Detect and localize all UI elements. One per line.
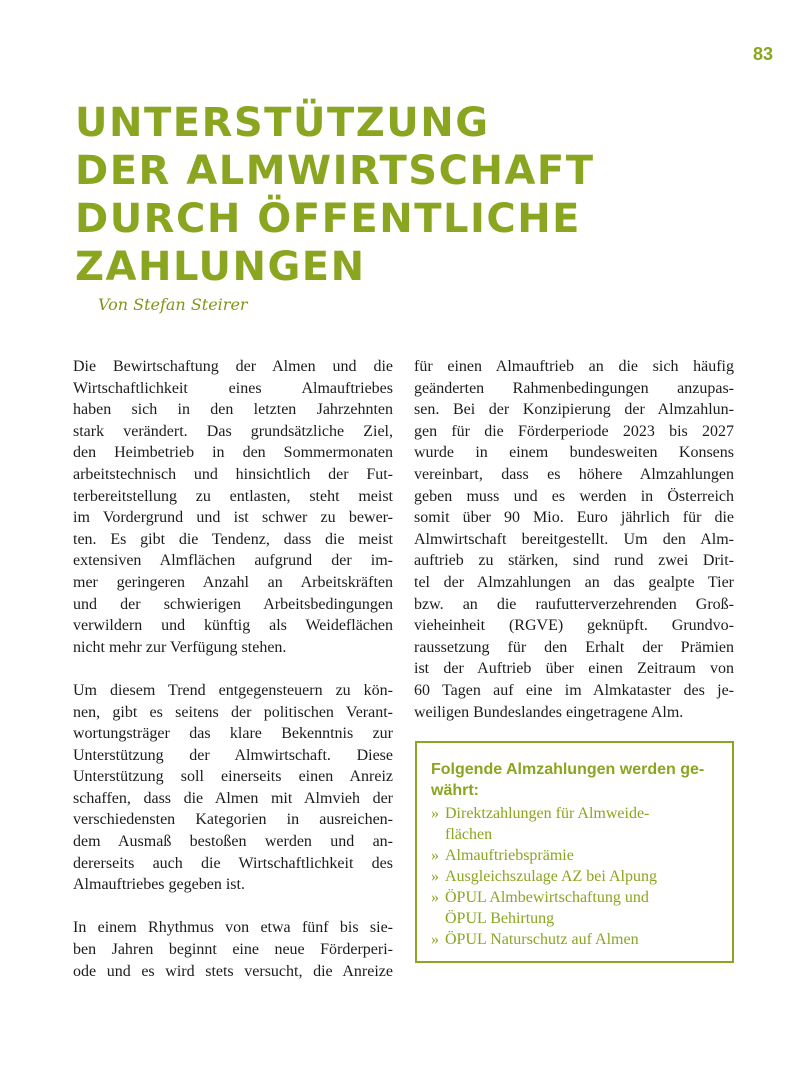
payment-list-item-text: Ausgleichszulage AZ bei Alpung: [445, 868, 657, 885]
payment-list-item-text: flächen: [445, 826, 493, 843]
text-line: nicht mehr zur Verfügung stehen.: [73, 638, 287, 656]
text-line: vieheinheit (RGVE) geknüpft. Grundvo-: [414, 617, 734, 635]
text-line: extensiven Almflächen aufgrund der im-: [73, 552, 393, 570]
payment-list-item: [431, 887, 718, 929]
payment-list-item: [431, 929, 718, 950]
payment-list: [431, 803, 718, 950]
text-line: ist der Auftrieb über einen Zeitraum von: [414, 660, 734, 678]
payment-list-item: [431, 803, 718, 845]
text-line: bzw. an die raufutterverzehrenden Groß-: [414, 595, 734, 613]
text-line: schaffen, dass die Almen mit Almvieh der: [73, 789, 393, 807]
right-column: [414, 356, 734, 745]
text-line: gen für die Förderperiode 2023 bis 2027: [414, 422, 734, 440]
payment-list-item-text: ÖPUL Naturschutz auf Almen: [445, 931, 639, 948]
text-line: Almauftriebes gegeben ist.: [73, 876, 245, 894]
paragraph: [73, 356, 393, 658]
text-line: tel der Almzahlungen an das gealpte Tier: [414, 573, 734, 591]
text-line: haben sich in den letzten Jahrzehnten: [73, 401, 393, 419]
payment-list-item-text: Almauftriebsprämie: [445, 847, 574, 864]
text-line: für einen Almauftrieb an die sich häufig: [414, 358, 734, 375]
bullet-icon: »: [431, 847, 439, 864]
page-number: 83: [752, 44, 773, 64]
text-line: Die Bewirtschaftung der Almen und die: [73, 358, 393, 375]
text-line: Unterstützung soll einerseits einen Anreiz: [73, 768, 393, 786]
text-line: terbereitstellung zu entlasten, steht meist: [73, 487, 393, 505]
text-line: ode und es wird stets versucht, die Anreize: [73, 962, 393, 980]
payment-list-item: [431, 845, 718, 866]
text-line: Wirtschaftlichkeit eines Almauftriebes: [73, 379, 393, 397]
text-line: In einem Rhythmus von etwa fünf bis sie-: [73, 919, 393, 937]
info-box-title-line: Folgende Almzahlungen werden ge-: [431, 761, 705, 778]
info-box: [415, 741, 734, 963]
title-line: DURCH ÖFFENTLICHE: [75, 196, 582, 242]
text-line: geben muss und es werden in Österreich: [414, 487, 734, 505]
text-line: Um diesem Trend entgegensteuern zu kön-: [73, 681, 393, 699]
title-line: ZAHLUNGEN: [75, 244, 366, 290]
text-line: mer geringeren Anzahl an Arbeitskräften: [73, 573, 393, 591]
text-line: dererseits auch die Wirtschaftlichkeit des: [73, 854, 393, 872]
text-line: im Vordergrund und ist schwer zu bewer-: [73, 509, 393, 527]
text-line: dem Ausmaß bestoßen werden und an-: [73, 833, 393, 851]
author-byline: Von Stefan Steirer: [98, 295, 248, 314]
payment-list-item: [431, 866, 718, 887]
text-line: wortungsträger das klare Bekenntnis zur: [73, 725, 393, 743]
info-box-title: [431, 759, 718, 801]
text-line: den Heimbetrieb in den Sommermonaten: [73, 444, 393, 462]
article-title: [75, 99, 775, 291]
text-line: vereinbart, dass es höhere Almzahlungen: [414, 465, 734, 483]
bullet-icon: »: [431, 889, 439, 906]
bullet-icon: »: [431, 805, 439, 822]
text-line: verwildern und künftig als Weideflächen: [73, 617, 393, 635]
text-line: geänderten Rahmenbedingungen anzupas-: [414, 379, 734, 397]
text-line: somit über 90 Mio. Euro jährlich für die: [414, 509, 734, 527]
text-line: raussetzung für den Erhalt der Prämien: [414, 638, 734, 656]
text-line: ben Jahren beginnt eine neue Förderperi-: [73, 941, 393, 959]
payment-list-item-text: ÖPUL Behirtung: [445, 910, 555, 927]
payment-list-item-text: Direktzahlungen für Almweide-: [445, 805, 650, 822]
text-line: und der schwierigen Arbeitsbedingungen: [73, 595, 393, 613]
text-line: arbeitstechnisch und hinsichtlich der Fut-: [73, 465, 393, 483]
title-line: UNTERSTÜTZUNG: [75, 100, 490, 146]
text-line: verschiedensten Kategorien in ausreichen-: [73, 811, 393, 829]
text-line: nen, gibt es seitens der politischen Verant-: [73, 703, 393, 721]
text-line: Almwirtschaft bereitgestellt. Um den Alm-: [414, 530, 734, 548]
info-box-title-line: währt:: [431, 782, 479, 799]
title-line: DER ALMWIRTSCHAFT: [75, 148, 595, 194]
bullet-icon: »: [431, 931, 439, 948]
text-line: Unterstützung der Almwirtschaft. Diese: [73, 746, 393, 764]
text-line: ten. Es gibt die Tendenz, dass die meist: [73, 530, 393, 548]
text-line: 60 Tagen auf eine im Almkataster des je-: [414, 681, 734, 699]
payment-list-item-text: ÖPUL Almbewirtschaftung und: [445, 889, 649, 906]
bullet-icon: »: [431, 868, 439, 885]
text-line: weiligen Bundeslandes eingetragene Alm.: [414, 703, 684, 721]
text-line: auftrieb zu stärken, sind rund zwei Drit-: [414, 552, 734, 570]
paragraph: [414, 356, 734, 723]
text-line: sen. Bei der Konzipierung der Almzahlun-: [414, 401, 734, 419]
left-column: [73, 356, 393, 1004]
text-line: wurde in einem bundesweiten Konsens: [414, 444, 734, 462]
text-line: stark verändert. Das grundsätzliche Ziel,: [73, 422, 393, 440]
paragraph: [73, 680, 393, 896]
paragraph: [73, 917, 393, 982]
